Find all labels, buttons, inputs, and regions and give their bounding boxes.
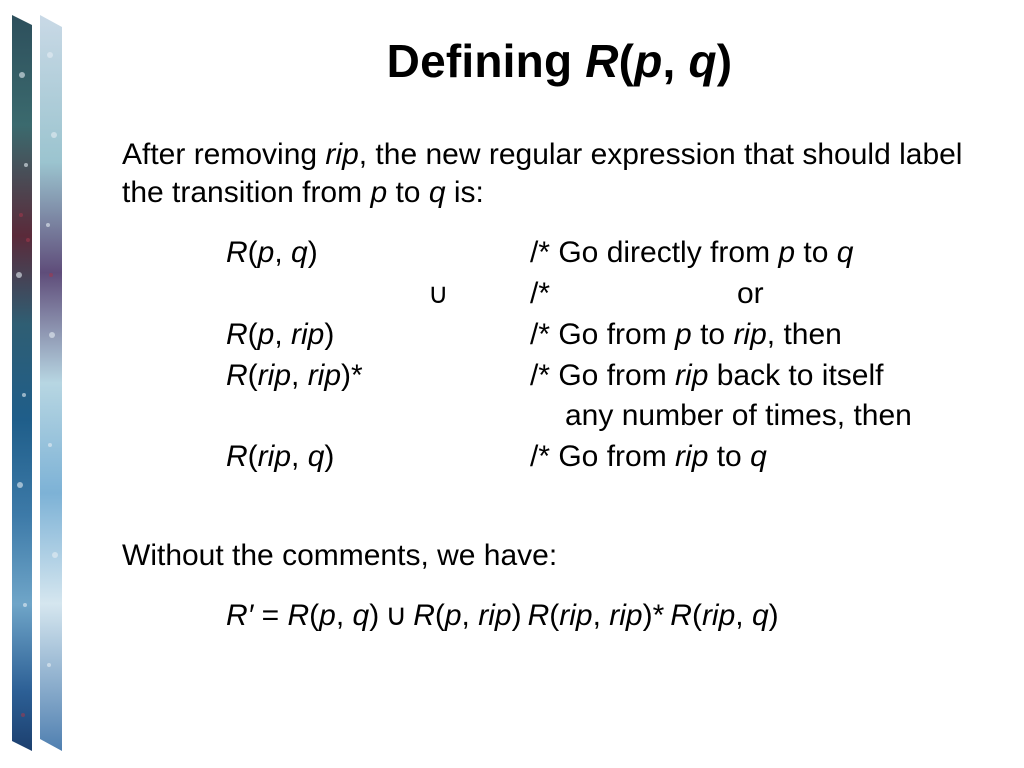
decorative-side-strip [10, 15, 66, 751]
expr-row-3: R(p, rip) [226, 318, 335, 351]
union-symbol: ∪ [428, 278, 449, 309]
comment-row-5: any number of times, then [565, 399, 912, 432]
expr-row-6: R(rip, q) [226, 440, 335, 473]
final-union-symbol: ∪ [385, 599, 408, 632]
without-comments-text: Without the comments, we have: [122, 539, 558, 572]
comment-row-1: /* Go directly from p to q [530, 236, 854, 269]
comment-row-3: /* Go from p to rip, then [530, 318, 842, 351]
final-expression: R′ = R(p, q) ∪ R(p, rip) R(rip, rip)* R(rip, q) [226, 599, 779, 632]
slide-title: Defining R(p, q) [386, 35, 733, 87]
comment-row-4: /* Go from rip back to itself [530, 359, 884, 392]
expr-row-4: R(rip, rip)* [226, 359, 363, 392]
or-word: or [737, 277, 764, 310]
comment-row-6: /* Go from rip to q [530, 440, 767, 473]
expr-row-1: R(p, q) [226, 236, 318, 269]
intro-paragraph: After removing rip, the new regular expression that should label the transition from p to q is: [122, 138, 963, 209]
comment-row-2: /* [530, 277, 551, 310]
